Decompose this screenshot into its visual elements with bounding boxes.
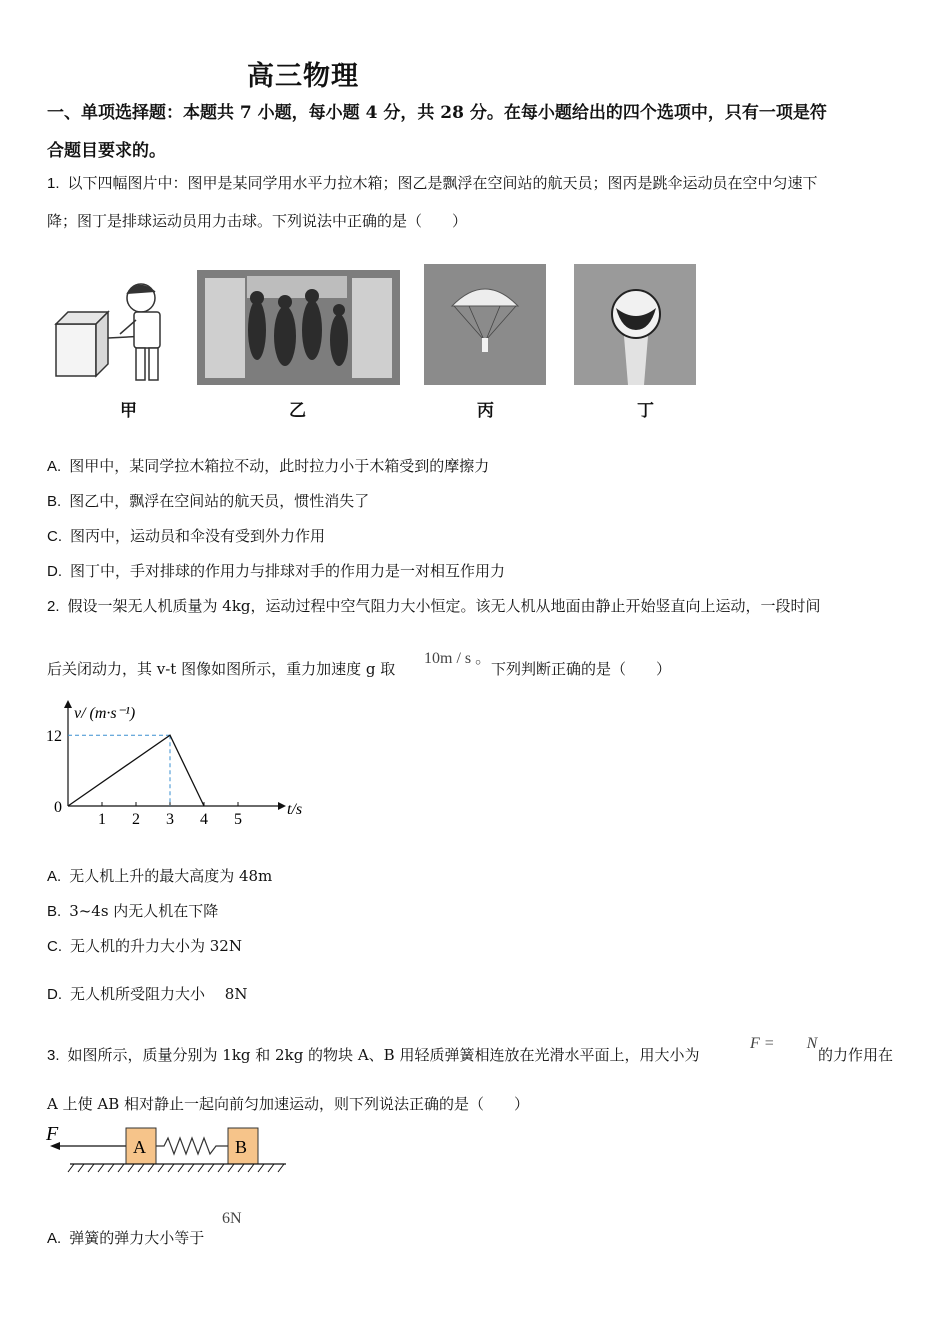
q2-option-c <box>47 935 242 956</box>
option-text: 无人机上升的最大高度为 48m <box>69 867 273 885</box>
q1-stem-cont: 降；图丁是排球运动员用力击球。下列说法中正确的是（ ） <box>47 212 468 230</box>
q1-stem <box>47 172 818 193</box>
caption-bing: 丙 <box>477 401 494 420</box>
option-text: 图丁中，手对排球的作用力与排球对手的作用力是一对相互作用力 <box>70 562 506 580</box>
chart-series-line <box>68 735 204 806</box>
option-text: 无人机所受阻力大小 8N <box>70 985 248 1003</box>
y-tick-label-0: 0 <box>54 799 62 816</box>
caption-jia: 甲 <box>120 401 137 420</box>
block-a-label: A <box>133 1137 146 1157</box>
q3-stem <box>47 1044 699 1065</box>
option-letter: D. <box>47 986 62 1003</box>
q2-stem-text: 假设一架无人机质量为 4kg，运动过程中空气阻力大小恒定。该无人机从地面由静止开始竖直向上运动，一段时间 <box>67 597 821 615</box>
option-letter: D. <box>47 563 62 580</box>
page-title: 高三物理 <box>247 61 359 92</box>
section-heading-cont: 合题目要求的。 <box>47 141 166 161</box>
q2-stem-cont-a: 后关闭动力，其 v-t 图像如图所示，重力加速度 g 取 <box>47 660 396 678</box>
q1-figure-jia <box>50 272 185 387</box>
option-letter: A. <box>47 1230 62 1247</box>
force-label: F <box>46 1123 59 1145</box>
x-tick-label-2: 2 <box>132 811 140 828</box>
x-tick-label-3: 3 <box>166 811 174 828</box>
x-tick-label-4: 4 <box>200 811 208 828</box>
chart-y-arrow <box>64 700 72 708</box>
option-letter: B. <box>47 903 62 920</box>
option-text: 图丙中，运动员和伞没有受到外力作用 <box>70 527 326 545</box>
q2-stem-cont-b: 下列判断正确的是（ ） <box>491 660 672 678</box>
chart-ylabel: v/ (m·s⁻¹) <box>74 705 136 722</box>
q2-option-a <box>47 865 272 886</box>
q3-force-value: F = N <box>750 1035 818 1052</box>
q1-option-a <box>47 455 489 476</box>
q3-option-a-value: 6N <box>222 1210 242 1227</box>
caption-yi: 乙 <box>289 401 306 420</box>
option-text: 图乙中，飘浮在空间站的航天员，惯性消失了 <box>69 492 370 510</box>
q2-number: 2. <box>47 598 60 615</box>
chart-x-arrow <box>278 802 286 810</box>
option-text: 图甲中，某同学拉木箱拉不动，此时拉力小于木箱受到的摩擦力 <box>69 457 490 475</box>
q2-vt-chart <box>48 698 318 830</box>
option-text: 3~4s 内无人机在下降 <box>69 902 219 920</box>
x-tick-label-5: 5 <box>234 811 242 828</box>
q1-figure-yi <box>197 270 400 385</box>
q1-figure-bing <box>424 264 546 385</box>
q2-gravity-value: 10m / s 。 <box>424 650 492 667</box>
option-letter: A. <box>47 868 62 885</box>
q2-option-d <box>47 983 247 1004</box>
q2-stem <box>47 595 821 616</box>
spring <box>156 1138 228 1154</box>
q2-option-b <box>47 900 218 921</box>
chart-xlabel: t/s <box>287 801 303 818</box>
q1-stem-text: 以下四幅图片中：图甲是某同学用水平力拉木箱；图乙是飘浮在空间站的航天员；图丙是跳伞运动员在空中匀速下 <box>67 174 818 192</box>
q3-stem-line2: A 上使 AB 相对静止一起向前匀加速运动，则下列说法正确的是（ ） <box>47 1095 529 1113</box>
option-letter: A. <box>47 458 62 475</box>
option-letter: C. <box>47 938 62 955</box>
q3-stem-text: 如图所示，质量分别为 1kg 和 2kg 的物块 A、B 用轻质弹簧相连放在光滑水平面上，用大小为 <box>67 1046 700 1064</box>
block-b-label: B <box>235 1137 248 1157</box>
q3-option-a <box>47 1227 204 1248</box>
q1-figure-ding <box>574 264 696 385</box>
option-text: 弹簧的弹力大小等于 <box>69 1229 205 1247</box>
section-heading: 一、单项选择题：本题共 7 小题，每小题 4 分，共 28 分。在每小题给出的四个选项中，只有一项是符 <box>47 103 827 123</box>
option-text: 无人机的升力大小为 32N <box>70 937 242 955</box>
ground-hatching <box>68 1164 284 1172</box>
q1-option-d <box>47 560 505 581</box>
option-letter: B. <box>47 493 62 510</box>
q1-option-b <box>47 490 369 511</box>
option-letter: C. <box>47 528 62 545</box>
q1-option-c <box>47 525 325 546</box>
caption-ding: 丁 <box>637 401 654 420</box>
q3-stem-cont: 的力作用在 <box>818 1046 894 1064</box>
q1-number: 1. <box>47 175 60 192</box>
y-tick-label-12: 12 <box>46 728 62 746</box>
q3-number: 3. <box>47 1047 60 1064</box>
q3-figure <box>44 1120 294 1178</box>
x-tick-label-1: 1 <box>98 811 106 828</box>
